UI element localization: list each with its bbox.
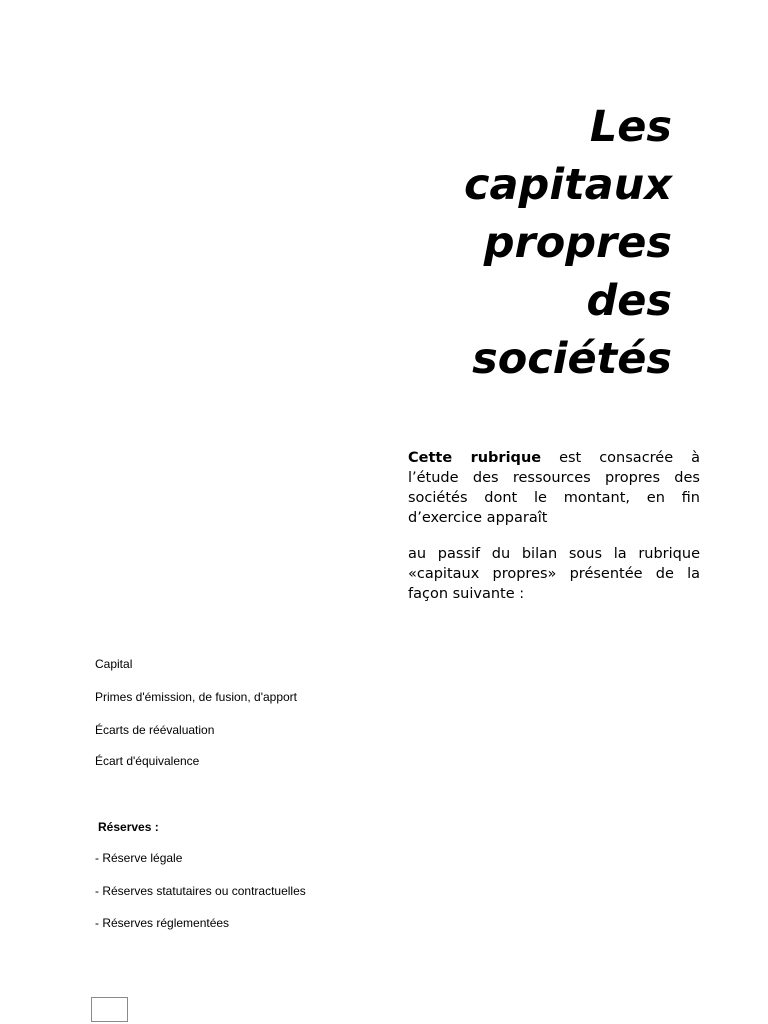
list-item: - Réserves statutaires ou contractuelles (95, 884, 306, 898)
intro-paragraph-2: au passif du bilan sous la rubrique «capitaux propres» présentée de la façon suivante : (408, 546, 700, 602)
list-item: Écart d'équivalence (95, 754, 200, 768)
intro-paragraph-1 (408, 448, 700, 528)
title-line: propres (483, 218, 672, 268)
document-title (464, 98, 672, 388)
title-line: des (586, 276, 672, 326)
list-item: - Réserve légale (95, 851, 183, 865)
intro-lead-bold: Cette rubrique (408, 450, 542, 466)
title-line: Les (589, 102, 672, 152)
intro-text (408, 448, 700, 604)
list-item: Écarts de réévaluation (95, 723, 215, 737)
intro-lead-rest: est consacrée à l’étude des ressources propres des sociétés dont le montant, en fin d’exercice apparaît (408, 450, 701, 526)
list-item: - Réserves réglementées (95, 916, 230, 930)
title-line: sociétés (472, 334, 672, 384)
list-item: Primes d'émission, de fusion, d'apport (95, 690, 298, 704)
page-number-box (91, 997, 128, 1022)
list-item: Capital (95, 657, 133, 671)
reserves-heading: Réserves : (98, 820, 159, 834)
title-line: capitaux (464, 160, 672, 210)
